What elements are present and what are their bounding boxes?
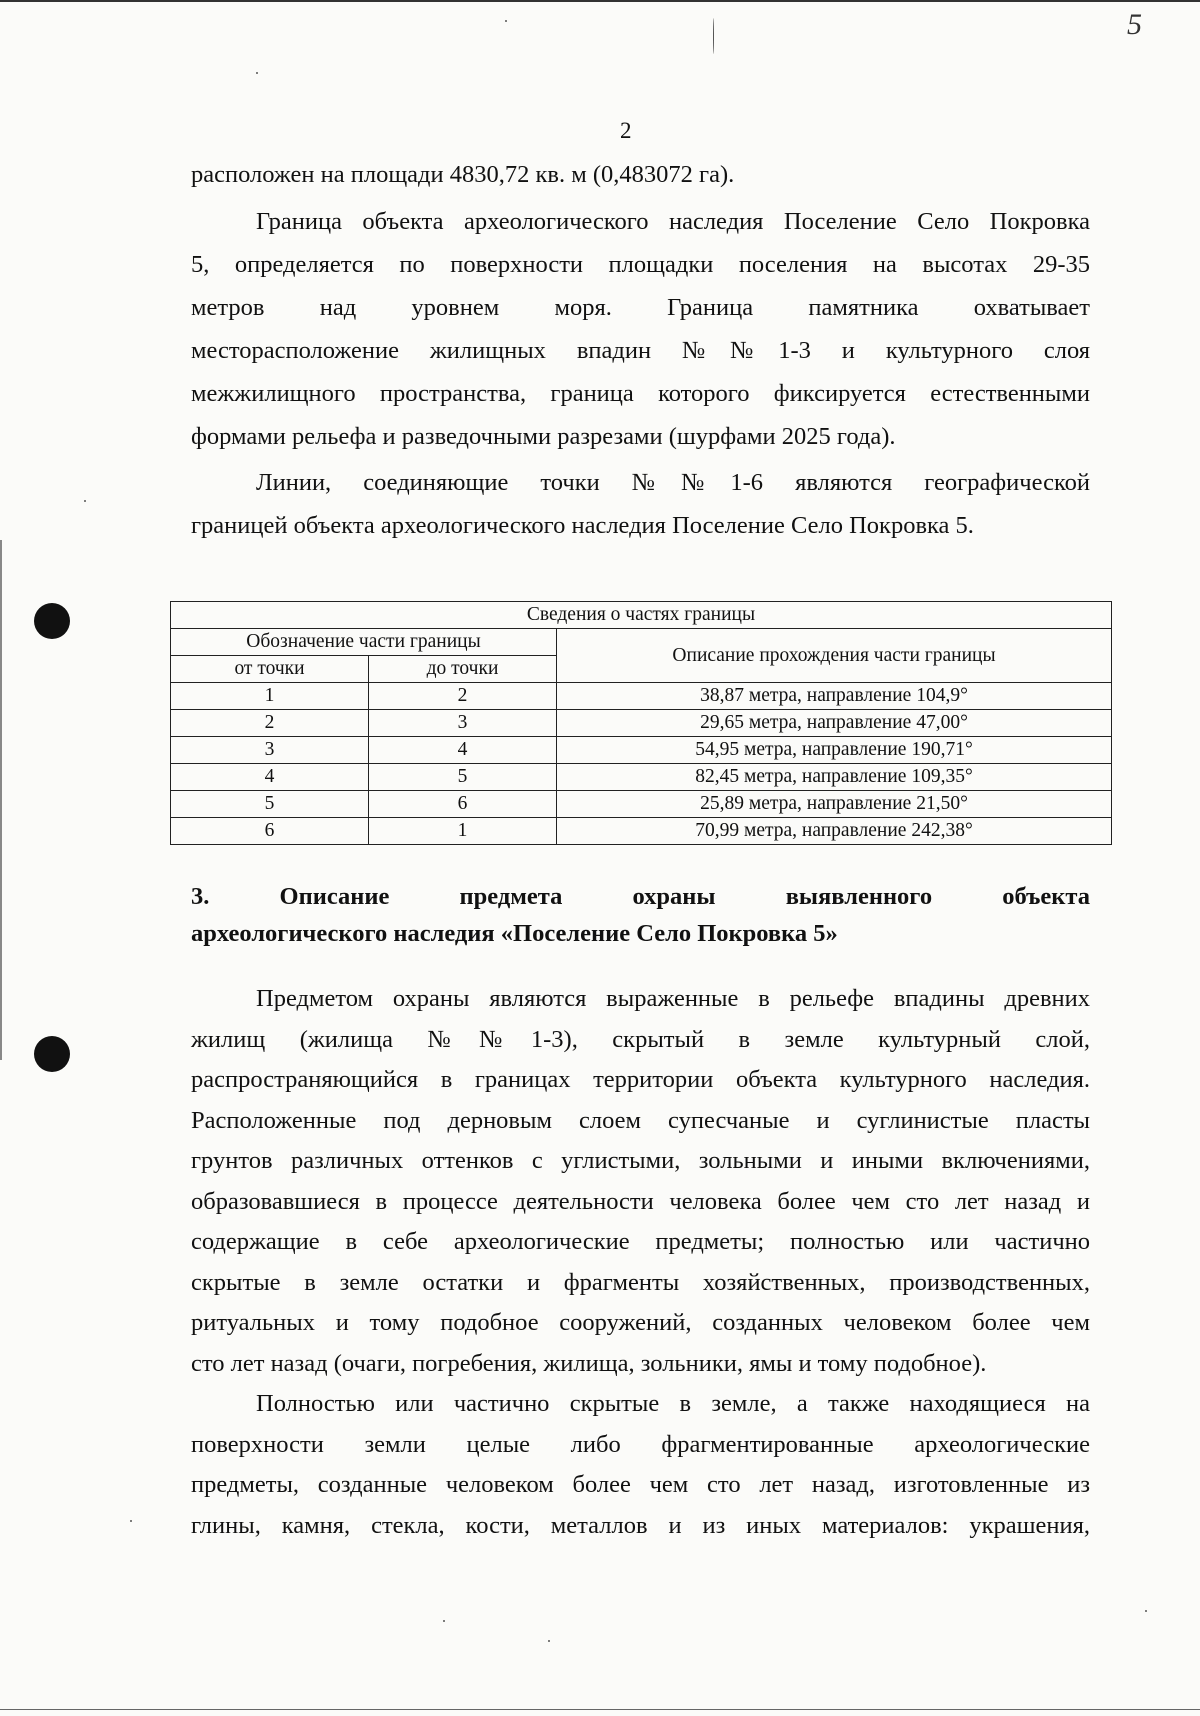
text-line: Расположенные под дерновым слоем супесчаные и суглинистые пласты <box>191 1106 1090 1134</box>
cell-from: 6 <box>171 818 369 845</box>
cell-from: 4 <box>171 764 369 791</box>
text-line: поверхности земли целые либо фрагментированные археологические <box>191 1430 1090 1458</box>
paragraph-archaeological-items <box>191 1384 1090 1546</box>
table-row <box>171 791 1112 818</box>
cell-to: 4 <box>369 737 557 764</box>
cell-description: 82,45 метра, направление 109,35° <box>557 764 1112 791</box>
table-row <box>171 818 1112 845</box>
cell-to: 5 <box>369 764 557 791</box>
cell-from: 3 <box>171 737 369 764</box>
body-text-top <box>191 153 1090 547</box>
text-line: глины, камня, стекла, кости, металлов и из иных материалов: украшения, <box>191 1511 1090 1539</box>
heading-line: 3. Описание предмета охраны выявленного объекта <box>191 883 1090 910</box>
table-title-row <box>171 602 1112 629</box>
cell-to: 3 <box>369 710 557 737</box>
heading-line: археологического наследия «Поселение Село Покровка 5» <box>191 920 838 947</box>
page-number: 2 <box>620 118 632 143</box>
text-line: метров над уровнем моря. Граница памятника охватывает <box>191 294 1090 321</box>
text-line: 5, определяется по поверхности площадки поселения на высотах 29-35 <box>191 251 1090 278</box>
text-line: грунтов различных оттенков с углистыми, зольными и иными включениями, <box>191 1147 1090 1174</box>
table-row <box>171 710 1112 737</box>
table-title: Сведения о частях границы <box>171 602 1112 629</box>
paragraph-protection-subject <box>191 979 1090 1384</box>
cell-from: 2 <box>171 710 369 737</box>
table-header-row <box>171 629 1112 656</box>
cell-from: 5 <box>171 791 369 818</box>
text-line: межжилищного пространства, граница которого фиксируется естественными <box>191 380 1090 407</box>
scan-speck <box>548 1640 550 1642</box>
text-line: содержащие в себе археологические предметы; полностью или частично <box>191 1228 1090 1255</box>
scan-speck <box>1145 1610 1147 1612</box>
text-line: ритуальных и тому подобное сооружений, созданных человеком более чем <box>191 1309 1090 1336</box>
cell-to: 1 <box>369 818 557 845</box>
scan-speck <box>505 20 507 22</box>
cell-description: 38,87 метра, направление 104,9° <box>557 683 1112 710</box>
table-to-header: до точки <box>369 656 557 683</box>
text-line: предметы, созданные человеком более чем сто лет назад, изготовленные из <box>191 1471 1090 1498</box>
table-from-header: от точки <box>171 656 369 683</box>
punch-hole-upper <box>34 603 70 639</box>
scan-speck <box>84 500 86 502</box>
handwritten-sheet-number: 5 <box>1127 8 1142 41</box>
table-group-header: Обозначение части границы <box>171 629 557 656</box>
cell-description: 29,65 метра, направление 47,00° <box>557 710 1112 737</box>
boundary-parts-table <box>170 601 1112 845</box>
text-line: Граница объекта археологического наследия Поселение Село Покровка <box>256 208 1090 235</box>
scan-speck <box>256 72 258 74</box>
cell-to: 2 <box>369 683 557 710</box>
punch-hole-lower <box>34 1036 70 1072</box>
text-line: Линии, соединяющие точки №№1-6 являются географической <box>256 469 1090 496</box>
text-line: Предметом охраны являются выраженные в рельефе впадины древних <box>256 985 1090 1012</box>
scan-left-edge <box>0 540 2 1060</box>
table-row <box>171 683 1112 710</box>
scan-top-edge <box>0 0 1200 2</box>
paragraph-boundary-description <box>191 200 1090 458</box>
cell-to: 6 <box>369 791 557 818</box>
text-line: распространяющийся в границах территории объекта культурного наследия. <box>191 1066 1090 1093</box>
scan-speck <box>130 1520 132 1522</box>
cell-description: 25,89 метра, направление 21,50° <box>557 791 1112 818</box>
text-line: Полностью или частично скрытые в земле, а также находящиеся на <box>256 1390 1090 1417</box>
text-line: сто лет назад (очаги, погребения, жилища, зольники, ямы и тому подобное). <box>191 1349 987 1377</box>
scan-mark <box>713 18 714 54</box>
text-line: образовавшиеся в процессе деятельности человека более чем сто лет назад и <box>191 1187 1090 1215</box>
cell-from: 1 <box>171 683 369 710</box>
table-row <box>171 737 1112 764</box>
intro-line: расположен на площади 4830,72 кв. м (0,483072 га). <box>191 161 735 188</box>
text-line: месторасположение жилищных впадин №№1-3 и культурного слоя <box>191 337 1090 364</box>
cell-description: 70,99 метра, направление 242,38° <box>557 818 1112 845</box>
table-row <box>171 764 1112 791</box>
scan-bottom-edge <box>0 1709 1200 1710</box>
paragraph-boundary-lines <box>191 461 1090 547</box>
cell-description: 54,95 метра, направление 190,71° <box>557 737 1112 764</box>
text-line: скрытые в земле остатки и фрагменты хозяйственных, производственных, <box>191 1268 1090 1296</box>
section-heading <box>191 878 1090 952</box>
scan-speck <box>443 1620 445 1622</box>
text-line: границей объекта археологического наследия Поселение Село Покровка 5. <box>191 512 974 539</box>
table-description-header: Описание прохождения части границы <box>557 629 1112 683</box>
text-line: формами рельефа и разведочными разрезами (шурфами 2025 года). <box>191 423 896 450</box>
body-text-bottom <box>191 979 1090 1546</box>
text-line: жилищ (жилища №№1-3), скрытый в земле культурный слой, <box>191 1025 1090 1053</box>
